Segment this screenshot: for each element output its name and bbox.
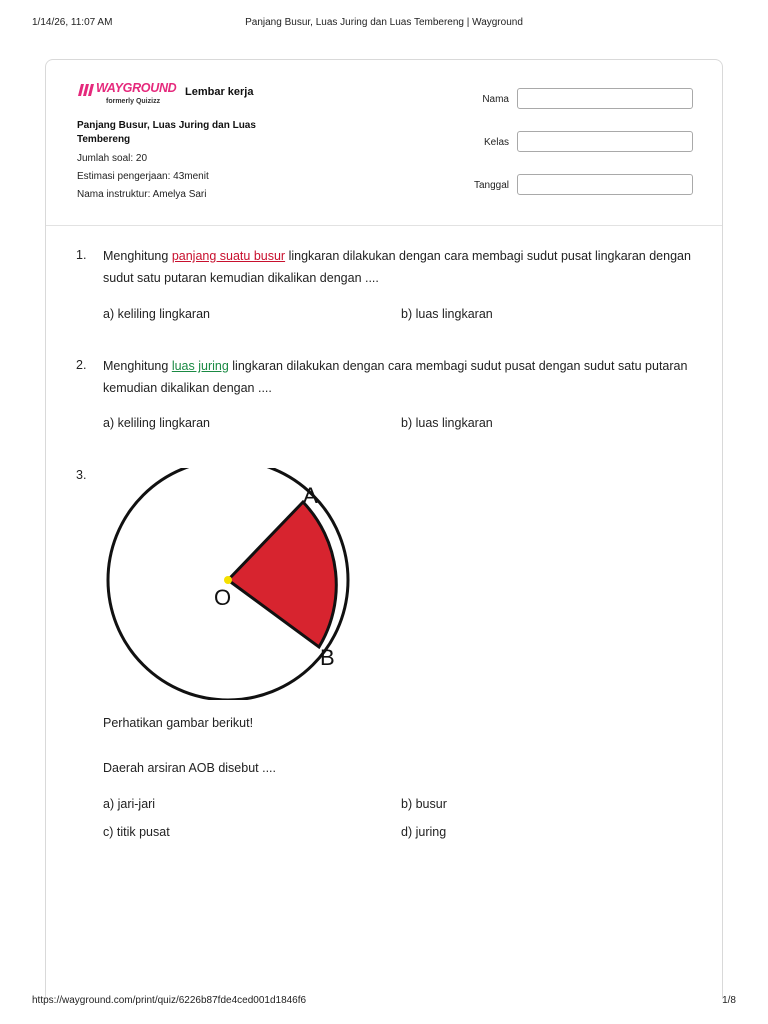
page-number: 1/8	[722, 995, 736, 1006]
question-text-end: lingkaran dilakukan dengan cara membagi sudut pusat lingkaran dengan sudut satu putaran kemudian dikalikan dengan ....	[103, 249, 691, 285]
quiz-title: Panjang Busur, Luas Juring dan Luas Tembereng	[77, 120, 256, 145]
question-number: 2.	[76, 358, 87, 372]
date-field[interactable]	[517, 174, 693, 195]
name-field[interactable]	[517, 88, 693, 109]
option-a[interactable]: a) keliling lingkaran	[103, 416, 211, 430]
worksheet-label: Lembar kerja	[185, 86, 254, 98]
brand-wordmark: WAYGROUND	[96, 81, 177, 95]
brand-formerly: formerly Quizizz	[106, 98, 161, 105]
instructor-name: Nama instruktur: Amelya Sari	[77, 189, 207, 200]
center-point	[224, 576, 232, 584]
class-field[interactable]	[517, 131, 693, 152]
question-text	[103, 245, 693, 289]
question-text	[103, 355, 693, 399]
name-label: Nama	[482, 94, 509, 105]
question-text-end: lingkaran dilakukan dengan cara membagi sudut pusat dengan sudut satu putaran kemudian dikalikan dengan ....	[103, 359, 688, 395]
label-a: A	[303, 483, 318, 508]
option-c[interactable]: c) titik pusat	[103, 825, 170, 839]
estimated-time: Estimasi pengerjaan: 43menit	[77, 171, 209, 182]
option-b[interactable]: b) busur	[401, 797, 447, 811]
highlighted-term: luas juring	[171, 359, 229, 373]
print-url: https://wayground.com/print/quiz/6226b87fde4ced001d1846f6	[32, 995, 307, 1006]
label-b: B	[320, 645, 335, 670]
date-label: Tanggal	[473, 180, 509, 191]
print-document-title: Panjang Busur, Luas Juring dan Luas Tembereng | Wayground	[245, 17, 523, 28]
question-number: 3.	[76, 468, 87, 482]
question-text-start: Menghitung	[103, 359, 172, 373]
question-count: Jumlah soal: 20	[77, 153, 148, 164]
option-a[interactable]: a) keliling lingkaran	[103, 307, 211, 321]
option-a[interactable]: a) jari-jari	[103, 797, 156, 811]
circle-sector-diagram	[100, 468, 360, 700]
wayground-logo	[77, 82, 183, 108]
print-timestamp: 1/14/26, 11:07 AM	[32, 17, 113, 28]
question-text: Daerah arsiran AOB disebut ....	[103, 761, 277, 775]
option-b[interactable]: b) luas lingkaran	[401, 307, 493, 321]
label-o: O	[214, 585, 232, 610]
option-d[interactable]: d) juring	[401, 825, 447, 839]
worksheet-header	[46, 60, 722, 226]
wayground-w-icon	[77, 82, 97, 97]
instruction-text: Perhatikan gambar berikut!	[103, 716, 254, 730]
print-footer	[32, 995, 736, 1009]
highlighted-term: panjang suatu busur	[171, 249, 286, 263]
question-text-start: Menghitung	[103, 249, 172, 263]
print-header	[32, 17, 736, 31]
question-number: 1.	[76, 248, 87, 262]
option-b[interactable]: b) luas lingkaran	[401, 416, 493, 430]
class-label: Kelas	[483, 137, 509, 148]
